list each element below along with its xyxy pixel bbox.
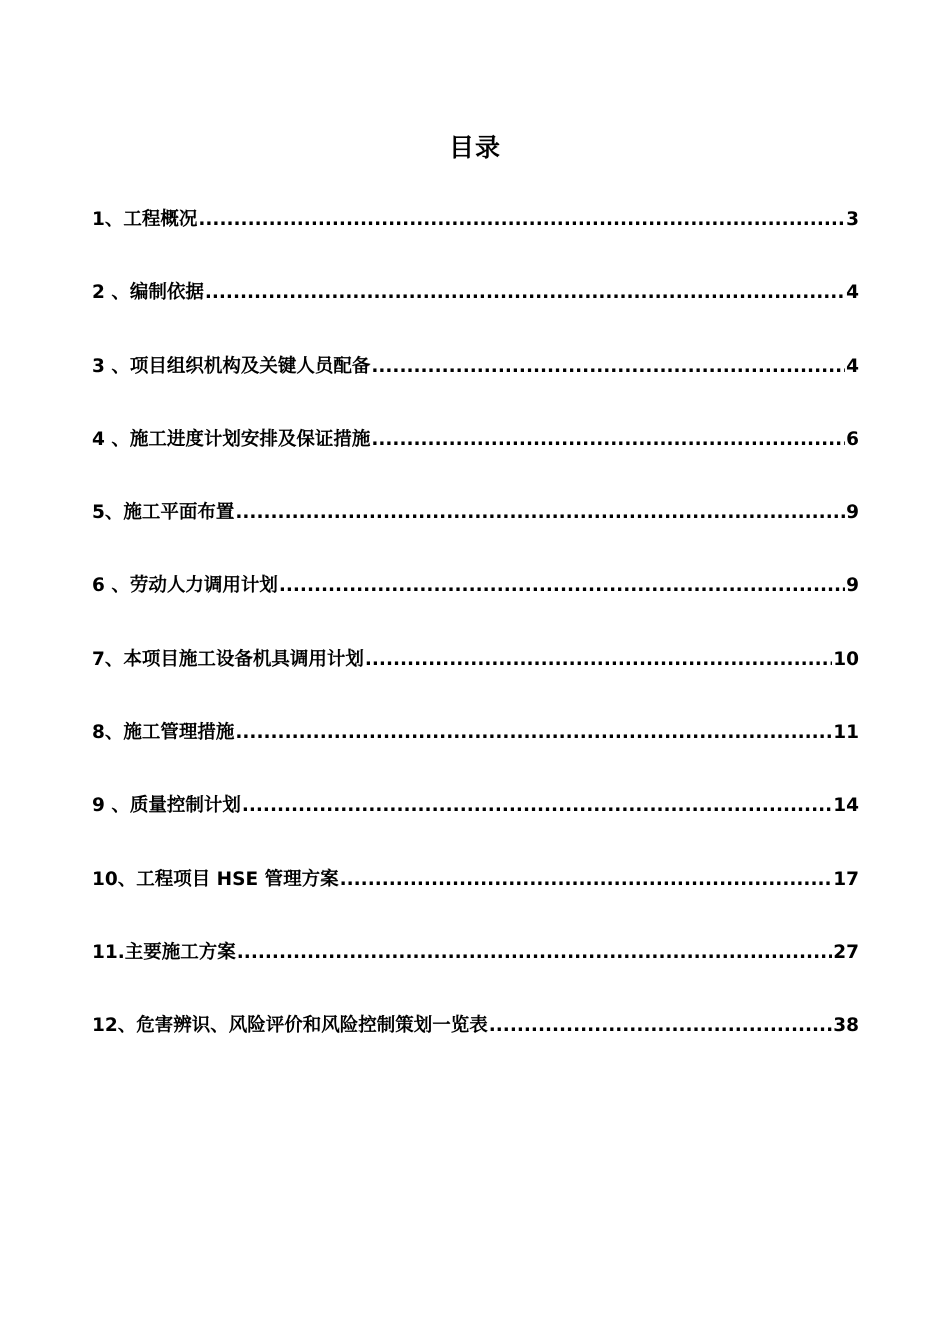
toc-entry-label: 9 、质量控制计划	[92, 795, 241, 817]
toc-entry-6[interactable]	[92, 571, 859, 644]
toc-entry-2[interactable]	[92, 278, 859, 351]
toc-dot-leader	[365, 649, 832, 670]
toc-entry-7[interactable]	[92, 645, 859, 718]
toc-entry-label: 6 、劳动人力调用计划	[92, 575, 278, 597]
toc-page-number: 9	[846, 502, 859, 524]
toc-entry-5[interactable]	[92, 498, 859, 571]
toc-dot-leader	[237, 942, 832, 963]
toc-entry-4[interactable]	[92, 425, 859, 498]
toc-page-number: 38	[833, 1015, 859, 1037]
toc-dot-leader	[235, 722, 832, 743]
toc-entry-label: 5、施工平面布置	[92, 502, 235, 524]
toc-entry-label: 3 、项目组织机构及关键人员配备	[92, 355, 371, 377]
toc-page-number: 6	[846, 428, 859, 450]
page-title: 目录	[448, 133, 501, 162]
toc-dot-leader	[489, 1015, 833, 1036]
toc-entry-3[interactable]	[92, 352, 859, 425]
toc-page-number: 4	[846, 282, 859, 304]
toc-entry-12[interactable]	[92, 1011, 859, 1084]
toc-entry-1[interactable]	[92, 205, 859, 278]
toc-page-number: 27	[833, 941, 859, 963]
toc-page-number: 4	[846, 355, 859, 377]
toc-entry-label: 4 、施工进度计划安排及保证措施	[92, 428, 371, 450]
toc-dot-leader	[242, 795, 832, 816]
toc-dot-leader	[371, 356, 845, 377]
toc-page-number: 3	[846, 209, 859, 230]
toc-dot-leader	[235, 502, 845, 523]
toc-dot-leader	[371, 429, 845, 450]
toc-page-number: 10	[833, 648, 859, 670]
toc-entry-label: 10、工程项目 HSE 管理方案	[92, 868, 339, 890]
toc-dot-leader	[279, 575, 845, 596]
toc-entry-label: 7、本项目施工设备机具调用计划	[92, 648, 364, 670]
toc-entry-label: 2 、编制依据	[92, 282, 204, 304]
toc-entry-8[interactable]	[92, 718, 859, 791]
toc-entry-label: 8、施工管理措施	[92, 722, 235, 744]
toc-dot-leader	[198, 209, 845, 230]
toc-page-number: 11	[833, 722, 859, 744]
toc-page-number: 14	[833, 795, 859, 817]
toc-dot-leader	[205, 282, 845, 303]
toc-entry-label: 11.主要施工方案	[92, 941, 236, 963]
toc-page-number: 17	[833, 868, 859, 890]
toc-page-number: 9	[846, 575, 859, 597]
toc-dot-leader	[340, 869, 833, 890]
toc-entry-9[interactable]	[92, 791, 859, 864]
toc-entry-label: 1、工程概况	[92, 209, 198, 230]
table-of-contents	[92, 205, 859, 1085]
toc-entry-11[interactable]	[92, 938, 859, 1011]
toc-entry-label: 12、危害辨识、风险评价和风险控制策划一览表	[92, 1015, 488, 1037]
toc-entry-10[interactable]	[92, 865, 859, 938]
